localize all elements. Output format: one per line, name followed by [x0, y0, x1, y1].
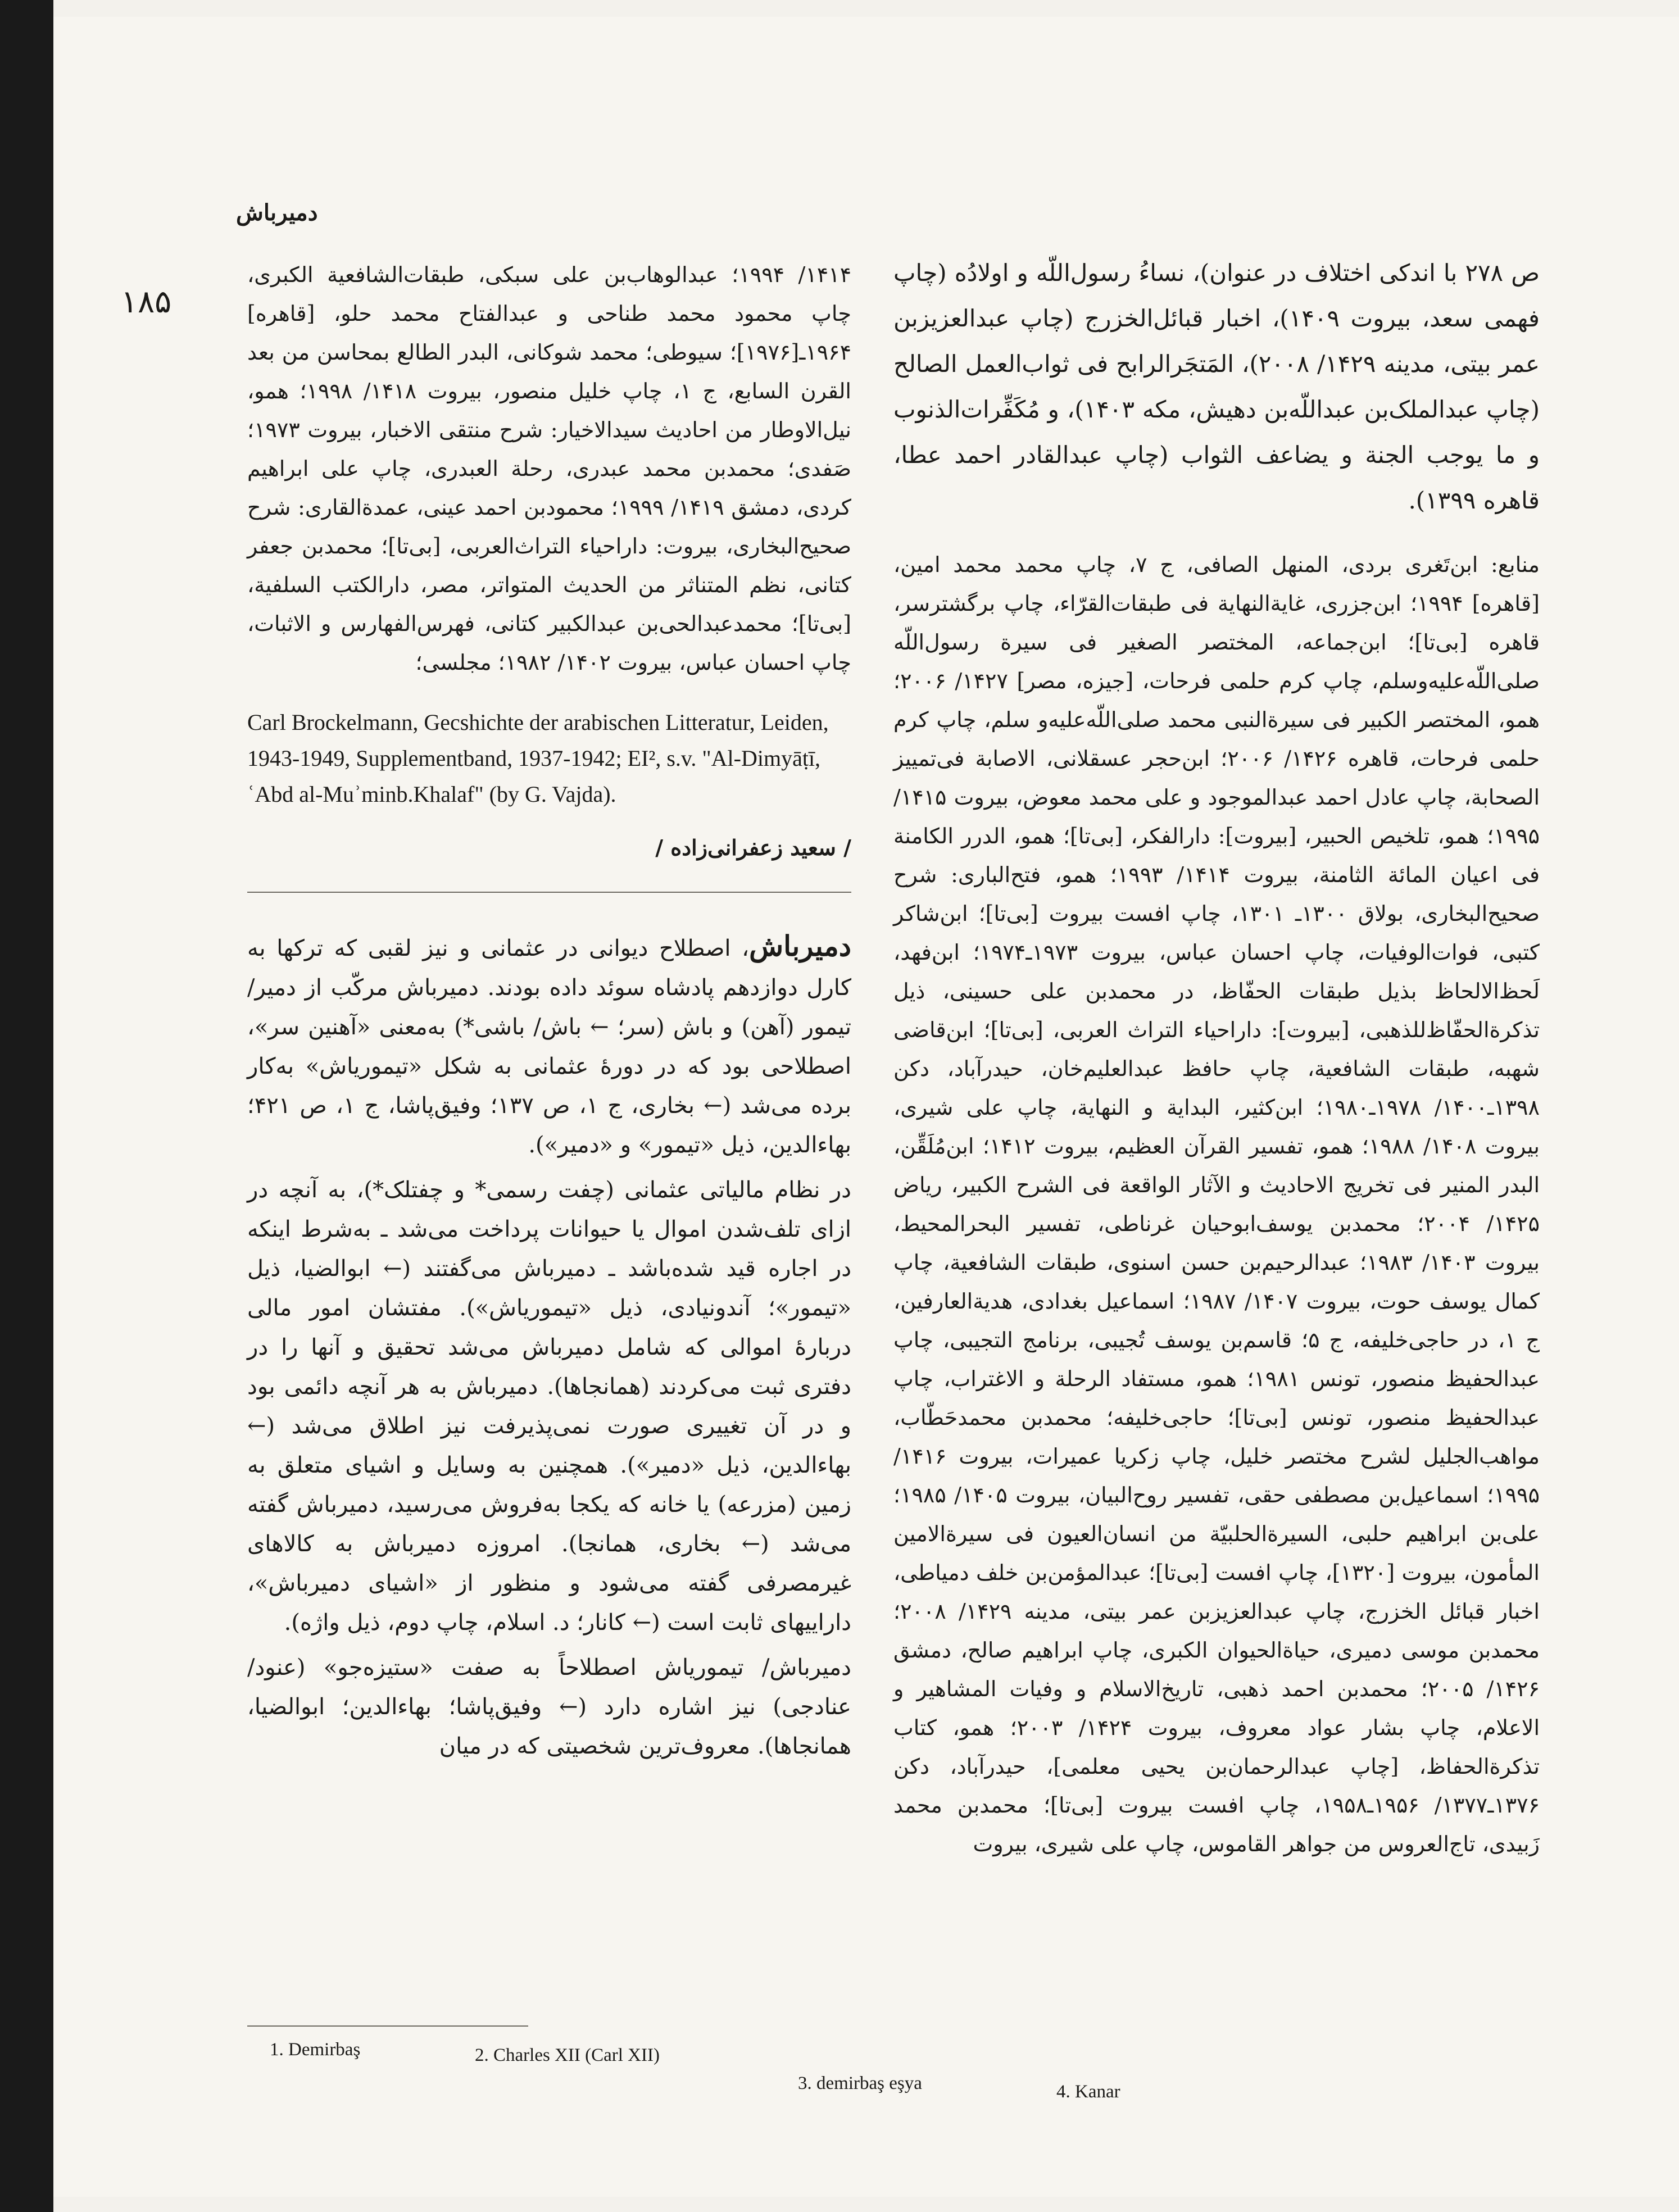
footnote-4: 4. Kanar — [1056, 2082, 1120, 2102]
author-signature: / سعید زعفرانی‌زاده / — [655, 835, 851, 860]
running-head: دمیرباش — [236, 199, 318, 226]
right-column — [893, 250, 1540, 1864]
footnote-rule — [247, 2025, 528, 2027]
footnote-1: 1. Demirbaş — [270, 2040, 361, 2060]
sources-list: منابع: ابن‌تَغری بردی، المنهل الصافی، ج ۷، چاپ محمد محمد امین، [قاهره] ۱۹۹۴؛ ابن‌جزری، غایةالنهایة فی طبقات‌القرّاء، چاپ برگشترسر، قاهره [بی‌تا]؛ ابن‌جماعه، المختصر الصغیر فی سیرة رسول‌اللّه صلی‌اللّه‌علیه‌وسلم، چاپ کرم حلمی فرحات، [جیزه، مصر] ۱۴۲۷/ ۲۰۰۶؛ همو، المختصر الکبیر فی سیرةالنبی محمد صلی‌اللّه‌علیه‌و سلم، چاپ کرم حلمی فرحات، قاهره ۱۴۲۶/ ۲۰۰۶؛ ابن‌حجر عسقلانی، الاصابة فی‌تمییز الصحابة، چاپ عادل احمد عبدالموجود و علی محمد معوض، بیروت ۱۴۱۵/ ۱۹۹۵؛ همو، تلخیص الحبیر، [بیروت]: دارالفکر، [بی‌تا]؛ همو، الدرر الکامنة فی اعیان المائة الثامنة، بیروت ۱۴۱۴/ ۱۹۹۳؛ همو، فتح‌الباری: شرح صحیح‌البخاری، بولاق ۱۳۰۰ـ ۱۳۰۱، چاپ افست بیروت [بی‌تا]؛ ابن‌شاکر کتبی، فوات‌الوفیات، چاپ احسان عباس، بیروت ۱۹۷۳ـ۱۹۷۴؛ ابن‌فهد، لَحظ‌الالحاظ بذیل طبقات الحفّاظ، در محمدبن علی حسینی، ذیل تذکرةالحفّاظ‌للذهبی، [بیروت]: داراحیاء التراث العربی، [بی‌تا]؛ ابن‌قاضی شهبه، طبقات الشافعیة، چاپ حافظ عبدالعلیم‌خان، حیدرآباد، دکن ۱۳۹۸ـ۱۴۰۰/ ۱۹۷۸ـ۱۹۸۰؛ ابن‌کثیر، البدایة و النهایة، چاپ علی شیری، بیروت ۱۴۰۸/ ۱۹۸۸؛ همو، تفسیر القرآن العظیم، بیروت ۱۴۱۲؛ ابن‌مُلَقِّن، البدر المنیر فی تخریج الاحادیث و الآثار الواقعة فی الشرح الکبیر، ریاض ۱۴۲۵/ ۲۰۰۴؛ محمدبن یوسف‌ابوحیان غرناطی، تفسیر البحرالمحیط، بیروت ۱۴۰۳/ ۱۹۸۳؛ عبدالرحیم‌بن حسن اسنوی، طبقات الشافعیة، چاپ کمال یوسف حوت، بیروت ۱۴۰۷/ ۱۹۸۷؛ اسماعیل بغدادی، هدیةالعارفین، ج ۱، در حاجی‌خلیفه، ج ۵؛ قاسم‌بن یوسف تُجیبی، برنامج التجیبی، چاپ عبدالحفیظ منصور، تونس ۱۹۸۱؛ همو، مستفاد الرحلة و الاغتراب، چاپ عبدالحفیظ منصور، تونس [بی‌تا]؛ حاجی‌خلیفه؛ محمدبن محمدحَطّاب، مواهب‌الجلیل لشرح مختصر خلیل، چاپ زکریا عمیرات، بیروت ۱۴۱۶/ ۱۹۹۵؛ اسماعیل‌بن مصطفی حقی، تفسیر روح‌البیان، بیروت ۱۴۰۵/ ۱۹۸۵؛ علی‌بن ابراهیم حلبی، السیرةالحلبیّة من انسان‌العیون فی سیرةالامین المأمون، بیروت [۱۳۲۰]، چاپ افست [بی‌تا]؛ عبدالمؤمن‌بن خلف دمیاطی، اخبار قبائل الخزرج، چاپ عبدالعزیزبن عمر بیتی، مدینه ۱۴۲۹/ ۲۰۰۸؛ محمدبن موسی دمیری، حیاةالحیوان الکبری، چاپ ابراهیم صالح، دمشق ۱۴۲۶/ ۲۰۰۵؛ محمدبن احمد ذهبی، تاریخ‌الاسلام و وفیات المشاهیر و الاعلام، چاپ بشار عواد معروف، بیروت ۱۴۲۴/ ۲۰۰۳؛ همو، کتاب تذکرةالحفاظ، [چاپ عبدالرحمان‌بن یحیی معلمی]، حیدرآباد، دکن ۱۳۷۶ـ۱۳۷۷/ ۱۹۵۶ـ۱۹۵۸، چاپ افست بیروت [بی‌تا]؛ محمدبن محمد زَبیدی، تاج‌العروس من جواهر القاموس، چاپ علی شیری، بیروت — [893, 552, 1540, 1856]
entry-paragraph-3: دمیرباش/ تیموریاش اصطلاحاً به صفت «ستیزه‌جو» (عنود/ عنادجی) نیز اشاره دارد (← وفیق‌پاشا؛ بهاءالدین؛ ابوالضیا، همانجاها). معروف‌ترین شخصیتی که در میان — [247, 1655, 851, 1759]
entry-paragraph-2: در نظام مالیاتی عثمانی (چفت رسمی* و چفتلک*)، به آنچه در ازای تلف‌شدن اموال یا حیوانات پرداخت می‌شد ـ به‌شرط اینکه در اجاره قید شده‌باشد ـ دمیرباش می‌گفتند (← ابوالضیا، ذیل «تیمور»؛ آندونیادی، ذیل «تیموریاش»). مفتشان امور مالی دربارهٔ اموالی که شامل دمیرباش می‌شد تحقیق و آنها را در دفتری ثبت می‌کردند (همانجاها). دمیرباش به هر آنچه دائمی بود و در آن تغییری صورت نمی‌پذیرفت نیز اطلاق می‌شد (← بهاءالدین، ذیل «دمیر»). همچنین به وسایل و اشیای متعلق به زمین (مزرعه) یا خانه که یکجا به‌فروش می‌رسید، دمیرباش گفته می‌شد (← بخاری، همانجا). امروزه دمیرباش به کالاهای غیرمصرفی گفته می‌شود و منظور از «اشیای دمیرباش»، داراییهای ثابت است (← کانار؛ د. اسلام، چاپ دوم، ذیل واژه). — [247, 1177, 851, 1636]
entry-paragraph-1-text: ، اصطلاح دیوانی در عثمانی و نیز لقبی که ترکها به کارل دوازدهم پادشاه سوئد داده بودند. دمیرباش مرکّب از دمیر/ تیمور (آهن) و باش (سر؛ ← باش/ باشی*) به‌معنی «آهنین سر»، اصطلاحی بود که در دورهٔ عثمانی به شکل «تیموریاش» به‌کار برده می‌شد (← بخاری، ج ۱، ص ۱۳۷؛ وفیق‌پاشا، ج ۱، ص ۴۲۱؛ بهاءالدین، ذیل «تیمور» و «دمیر»). — [247, 935, 851, 1158]
latin-reference: Carl Brockelmann, Gecshichte der arabischen Litteratur, Leiden, 1943-1949, Supplementband, 1937-1942; EI², s.v. "Al-Dimyāṭī, ʿAbd al-Muʾminb.Khalaf" (by G. Vajda). — [247, 710, 829, 807]
left-column — [247, 256, 851, 1772]
section-divider — [247, 892, 851, 893]
references-continued: ۱۴۱۴/ ۱۹۹۴؛ عبدالوهاب‌بن علی سبکی، طبقات‌الشافعیة الکبری، چاپ محمود محمد طناحی و عبدالفتاح محمد حلو، [قاهره] ۱۹۶۴ـ[۱۹۷۶]؛ سیوطی؛ محمد شوکانی، البدر الطالع بمحاسن من بعد القرن السابع، ج ۱، چاپ خلیل منصور، بیروت ۱۴۱۸/ ۱۹۹۸؛ همو، نیل‌الاوطار من احادیث سیدالاخیار: شرح منتقی الاخبار، بیروت ۱۹۷۳؛ صَفدی؛ محمدبن محمد عبدری، رحلة العبدری، چاپ علی ابراهیم کردی، دمشق ۱۴۱۹/ ۱۹۹۹؛ محمودبن احمد عینی، عمدة‌القاری: شرح صحیح‌البخاری، بیروت: داراحیاء التراث‌العربی، [بی‌تا]؛ محمدبن جعفر کتانی، نظم المتناثر من الحدیث المتواتر، مصر، دارالکتب السلفیة، [بی‌تا]؛ محمدعبدالحی‌بن عبدالکبیر کتانی، فهرس‌الفهارس و الاثبات، چاپ احسان عباس، بیروت ۱۴۰۲/ ۱۹۸۲؛ مجلسی؛ — [247, 262, 851, 675]
page-number: ۱۸۵ — [121, 284, 172, 320]
page-edge-shadow — [0, 0, 53, 2212]
entry-paragraph-1 — [247, 926, 851, 1165]
entry-headword: دمیرباش — [749, 929, 851, 962]
entry-body-end: ص ۲۷۸ با اندکی اختلاف در عنوان)، نساءُ رسول‌اللّه و اولادُه (چاپ فهمی سعد، بیروت ۱۴۰۹)، اخبار قبائل‌الخزرج (چاپ عبدالعزیزبن عمر بیتی، مدینه ۱۴۲۹/ ۲۰۰۸)، المَتجَرالرابح فی ثواب‌العمل الصالح (چاپ عبدالملک‌بن عبداللّه‌بن دهیش، مکه ۱۴۰۳)، و مُکَفِّرات‌الذنوب و ما یوجب الجنة و یضاعف الثواب (چاپ عبدالقادر احمد عطا، قاهره ۱۳۹۹). — [893, 259, 1540, 514]
footnote-2: 2. Charles XII (Carl XII) — [475, 2045, 660, 2065]
footnote-3: 3. demirbaş eşya — [798, 2073, 922, 2093]
